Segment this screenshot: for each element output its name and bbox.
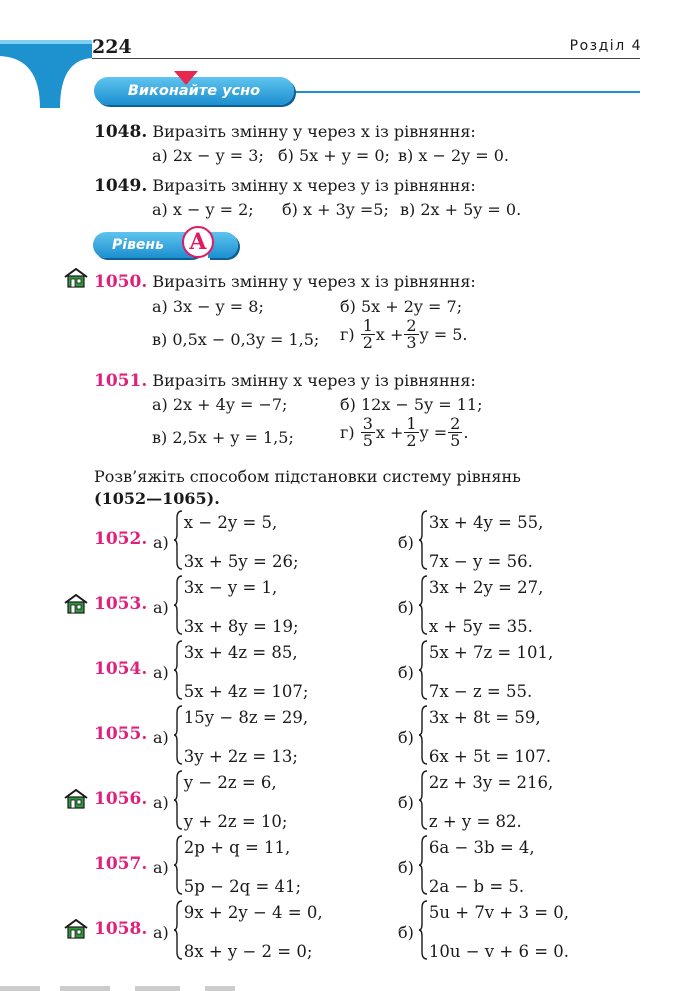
- problem-1050-b: б) 5x + 2y = 7;: [340, 297, 463, 316]
- equation-system-a: [153, 575, 299, 639]
- brace-icon: [418, 835, 428, 899]
- equation-system-a: [153, 640, 308, 704]
- home-task-icon: [64, 268, 88, 288]
- item-label: а): [153, 792, 169, 812]
- expression-part: y = 5.: [419, 325, 468, 344]
- instruction-line-1: Розв’яжіть способом підстановки систему рівнянь: [94, 467, 521, 486]
- page-number: 224: [92, 36, 132, 58]
- problem-number: 1052.: [94, 529, 148, 549]
- equation: 3x + 8y = 19;: [183, 617, 299, 636]
- equation: 2p + q = 11,: [183, 838, 291, 857]
- equation-system-b: [398, 835, 535, 899]
- home-task-icon: [64, 594, 88, 614]
- corner-decoration: [0, 0, 92, 108]
- equation: 5u + 7v + 3 = 0,: [428, 903, 570, 922]
- problem-1051-a: а) 2x + 4y = −7;: [152, 395, 288, 414]
- equation: y − 2z = 6,: [183, 773, 277, 792]
- problem-1051-b: б) 12x − 5y = 11;: [340, 395, 483, 414]
- brace-icon: [418, 510, 428, 574]
- problem-number: 1058.: [94, 919, 148, 939]
- equation: 8x + y − 2 = 0;: [183, 942, 313, 961]
- problem-1048-c: в) x − 2y = 0.: [398, 146, 509, 165]
- equation-system-a: [153, 770, 287, 834]
- brace-icon: [173, 705, 183, 769]
- problem-1048-b: б) 5x + y = 0;: [278, 146, 390, 165]
- equation-system-a: [153, 510, 299, 574]
- item-label: а): [153, 597, 169, 617]
- equation: 7x − z = 55.: [428, 682, 533, 701]
- problem-number: 1049.: [94, 176, 148, 196]
- fraction: $\frac{2}{5}$: [450, 414, 461, 450]
- fraction: $\frac{2}{3}$: [406, 316, 417, 352]
- item-label: а): [153, 727, 169, 747]
- level-letter: А: [182, 226, 214, 258]
- expression-part: .: [463, 423, 469, 442]
- level-banner: Рівень: [93, 232, 203, 258]
- problem-number: 1054.: [94, 659, 148, 679]
- bottom-edge-decoration: [0, 983, 700, 991]
- item-label: б): [398, 532, 414, 552]
- problem-1051-d: [340, 416, 468, 449]
- equation: 3x + 2y = 27,: [428, 578, 544, 597]
- item-label: г): [340, 325, 355, 344]
- equation-system-a: [153, 705, 308, 769]
- problem-1049: [94, 176, 476, 196]
- problem-1049-c: в) 2x + 5y = 0.: [400, 200, 522, 219]
- problem-1050: [94, 272, 476, 292]
- item-label: а): [153, 922, 169, 942]
- equation-system-b: [398, 640, 553, 704]
- equation: 2a − b = 5.: [428, 877, 525, 896]
- equation-system-b: [398, 510, 543, 574]
- problem-number: 1056.: [94, 789, 148, 809]
- expression-part: x +: [375, 325, 404, 344]
- item-label: г): [340, 423, 355, 442]
- section-title: Розділ 4: [569, 38, 642, 54]
- equation-system-b: [398, 770, 553, 834]
- problem-1048-a: а) 2x − y = 3;: [152, 146, 264, 165]
- brace-icon: [418, 900, 428, 964]
- problem-text: Виразіть змінну y через x із рівняння:: [152, 272, 476, 291]
- item-label: б): [398, 727, 414, 747]
- problem-number: 1053.: [94, 594, 148, 614]
- item-label: а): [153, 857, 169, 877]
- problem-1049-a: а) x − y = 2;: [152, 200, 254, 219]
- brace-icon: [418, 705, 428, 769]
- fraction: $\frac{1}{2}$: [362, 316, 373, 352]
- problem-number: 1050.: [94, 272, 148, 292]
- expression-part: x +: [375, 423, 404, 442]
- equation: 15y − 8z = 29,: [183, 708, 309, 727]
- problem-number: 1057.: [94, 854, 148, 874]
- equation: 10u − v + 6 = 0.: [428, 942, 570, 961]
- oral-banner: Виконайте усно: [94, 77, 294, 105]
- problem-1050-c: в) 0,5x − 0,3y = 1,5;: [152, 330, 320, 349]
- equation: 3x + 8t = 59,: [428, 708, 541, 727]
- item-label: а): [153, 532, 169, 552]
- oral-rule: [292, 91, 640, 93]
- brace-icon: [418, 575, 428, 639]
- equation: 6a − 3b = 4,: [428, 838, 535, 857]
- home-task-icon: [64, 919, 88, 939]
- item-label: б): [398, 597, 414, 617]
- fraction: $\frac{3}{5}$: [362, 414, 373, 450]
- item-label: б): [398, 857, 414, 877]
- equation-system-b: [398, 575, 543, 639]
- item-label: б): [398, 662, 414, 682]
- item-label: б): [398, 922, 414, 942]
- equation-system-b: [398, 705, 551, 769]
- equation: 5p − 2q = 41;: [183, 877, 302, 896]
- equation-system-b: [398, 900, 569, 964]
- brace-icon: [173, 770, 183, 834]
- problem-1051-c: в) 2,5x + y = 1,5;: [152, 428, 294, 447]
- brace-icon: [173, 575, 183, 639]
- equation: 5x + 4z = 107;: [183, 682, 309, 701]
- item-label: б): [398, 792, 414, 812]
- brace-icon: [173, 900, 183, 964]
- expression-part: y =: [419, 423, 448, 442]
- equation: 9x + 2y − 4 = 0,: [183, 903, 323, 922]
- header-rule: [92, 58, 640, 59]
- brace-icon: [173, 835, 183, 899]
- problem-text: Виразіть змінну y через x із рівняння:: [152, 122, 476, 141]
- equation: 3y + 2z = 13;: [183, 747, 298, 766]
- problem-number: 1051.: [94, 371, 148, 391]
- equation: 6x + 5t = 107.: [428, 747, 552, 766]
- problem-1051: [94, 371, 476, 391]
- equation: z + y = 82.: [428, 812, 522, 831]
- equation-system-a: [153, 900, 323, 964]
- equation: 3x + 4z = 85,: [183, 643, 298, 662]
- equation: 3x + 4y = 55,: [428, 513, 544, 532]
- instruction-line-2: (1052—1065).: [94, 489, 220, 508]
- problem-number: 1048.: [94, 122, 148, 142]
- equation: y + 2z = 10;: [183, 812, 288, 831]
- item-label: а): [153, 662, 169, 682]
- home-task-icon: [64, 789, 88, 809]
- fraction: $\frac{1}{2}$: [406, 414, 417, 450]
- problem-1049-b: б) x + 3y =5;: [282, 200, 389, 219]
- problem-1048: [94, 122, 476, 142]
- brace-icon: [173, 640, 183, 704]
- equation: 3x − y = 1,: [183, 578, 278, 597]
- equation: 5x + 7z = 101,: [428, 643, 554, 662]
- triangle-marker-icon: [174, 71, 198, 85]
- problem-1050-d: [340, 318, 468, 351]
- equation: 7x − y = 56.: [428, 552, 533, 571]
- problem-1050-a: а) 3x − y = 8;: [152, 297, 264, 316]
- equation: x − 2y = 5,: [183, 513, 278, 532]
- problem-text: Виразіть змінну x через y із рівняння:: [152, 371, 476, 390]
- equation: 2z + 3y = 216,: [428, 773, 554, 792]
- equation: 3x + 5y = 26;: [183, 552, 299, 571]
- brace-icon: [418, 770, 428, 834]
- equation: x + 5y = 35.: [428, 617, 533, 636]
- equation-system-a: [153, 835, 301, 899]
- problem-text: Виразіть змінну x через y із рівняння:: [152, 176, 476, 195]
- brace-icon: [418, 640, 428, 704]
- problem-number: 1055.: [94, 724, 148, 744]
- brace-icon: [173, 510, 183, 574]
